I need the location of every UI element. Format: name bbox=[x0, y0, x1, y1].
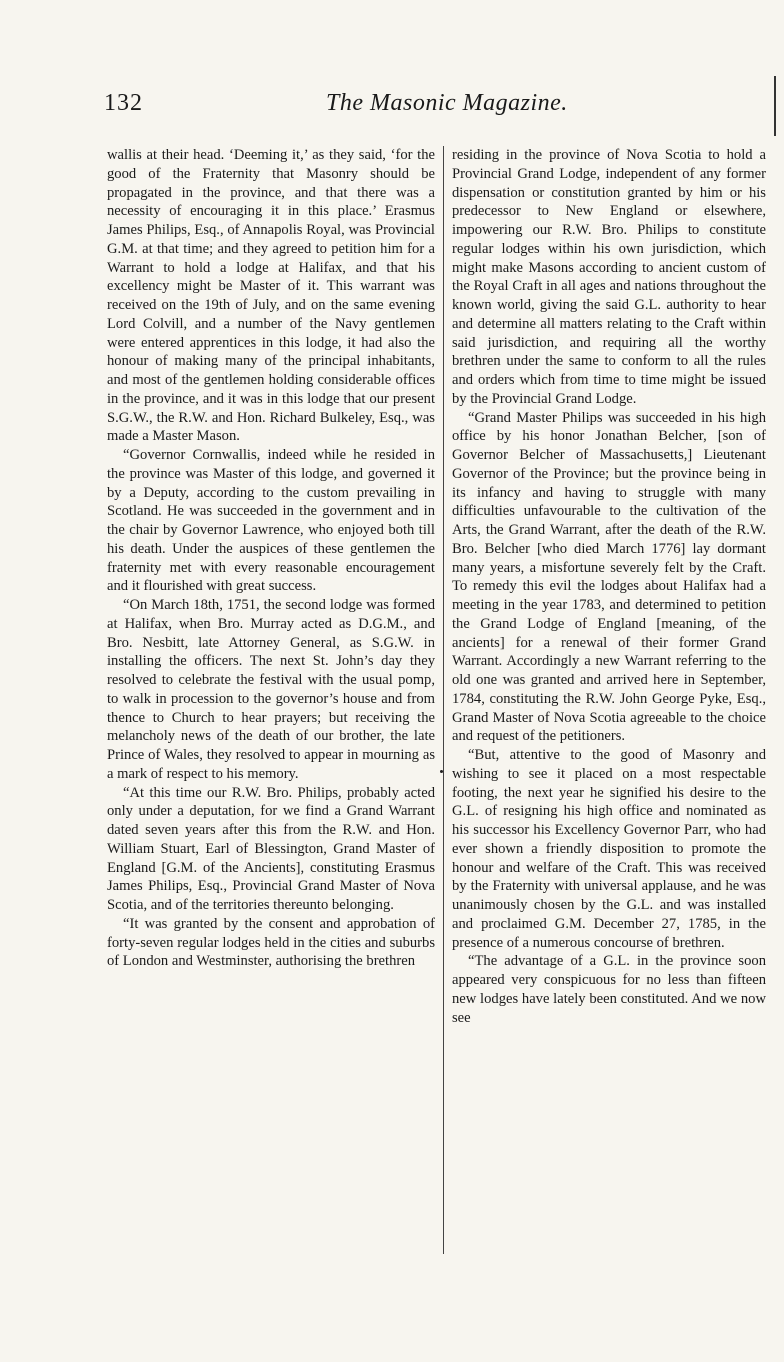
paragraph: “It was granted by the consent and approbation of forty-seven regular lodges held in the cities and suburbs of London and Westminster, authorising the brethren bbox=[107, 915, 435, 970]
column-divider bbox=[443, 146, 444, 1254]
left-column bbox=[107, 146, 435, 971]
running-title: The Masonic Magazine. bbox=[326, 90, 568, 116]
paragraph: “On March 18th, 1751, the second lodge was formed at Halifax, when Bro. Murray acted as D.G.M., and Bro. Nesbitt, late Attorney General, as S.G.W. in installing the officers. The next St. John’s day they resolved to celebrate the festival with the usual pomp, to walk in procession to the governor’s house and from thence to Church to hear prayers; but receiving the melancholy news of the death of our brother, the late Prince of Wales, they resolved to appear in mourning as a mark of respect to his memory. bbox=[107, 597, 435, 782]
paragraph: “The advantage of a G.L. in the province soon appeared very conspicuous for no less than fifteen new lodges have lately been constituted. And we now see bbox=[452, 953, 766, 1026]
paragraph: “Governor Cornwallis, indeed while he resided in the province was Master of this lodge, and governed it by a Deputy, according to the custom prevailing in Scotland. He was succeeded in the government and in the chair by Governor Lawrence, who enjoyed both till his death. Under the auspices of these gentlemen the fraternity met with every reasonable encouragement and it flourished with great success. bbox=[107, 447, 435, 595]
paragraph: “But, attentive to the good of Masonry and wishing to see it placed on a most respectable footing, the next year he signified his desire to the G.L. of resigning his high office and nominated as his successor his Excellency Governor Parr, who had ever shown a friendly disposition to promote the honour and welfare of the Craft. This was received by the Fraternity with universal applause, and he was unanimously chosen by the G.L. and was installed and proclaimed G.M. December 27, 1785, in the presence of a numerous concourse of brethren. bbox=[452, 747, 766, 951]
ink-mark bbox=[440, 770, 443, 773]
page-edge-rule bbox=[774, 76, 776, 136]
page-header bbox=[104, 88, 764, 122]
page-number: 132 bbox=[104, 90, 143, 116]
right-column bbox=[452, 146, 766, 1027]
paragraph: wallis at their head. ‘Deeming it,’ as they said, ‘for the good of the Fraternity that Masonry should be propagated in the province, and that there was a necessity of encouraging it in this place.’ Erasmus James Philips, Esq., of Annapolis Royal, was Provincial G.M. at that time; and they agreed to petition him for a Warrant to hold a lodge at Halifax, and that his excellency might be Master of it. This warrant was received on the 19th of July, and on the same evening Lord Colvill, and a number of the Navy gentlemen were entered apprentices in this lodge, it had also the honour of making many of the principal inhabitants, and most of the gentlemen holding considerable offices in the province, and it was in this lodge that our present S.G.W., the R.W. and Hon. Richard Bulkeley, Esq., was made a Master Mason. bbox=[107, 147, 435, 445]
paragraph: “Grand Master Philips was succeeded in his high office by his honor Jonathan Belcher, [son of Governor Belcher of Massachusetts,] Lieutenant Governor of the Province; but the province being in its infancy and having to struggle with many difficulties unfavourable to the cultivation of the Arts, the Grand Warrant, after the death of the R.W. Bro. Belcher [who died March 1776] lay dormant many years, a misfortune severely felt by the Craft. To remedy this evil the lodges about Halifax had a meeting in the year 1783, and determined to petition the Grand Lodge of England [meaning, of the ancients] for a renewal of their former Grand Warrant. Accordingly a new Warrant referring to the old one was granted and arrived here in September, 1784, constituting the R.W. John George Pyke, Esq., Grand Master of Nova Scotia agreeable to the choice and request of the petitioners. bbox=[452, 409, 766, 745]
paragraph: “At this time our R.W. Bro. Philips, probably acted only under a deputation, for we find a Grand Warrant dated seven years after this from the R.W. and Hon. William Stuart, Earl of Blessington, Grand Master of England [G.M. of the Ancients], constituting Erasmus James Philips, Esq., Provincial Grand Master of Nova Scotia, and of the territories thereunto belonging. bbox=[107, 784, 435, 913]
paragraph: residing in the province of Nova Scotia to hold a Provincial Grand Lodge, independent of any former dispensation or constitution granted by him or his predecessor to New England or elsewhere, impowering our R.W. Bro. Philips to constitute regular lodges within his own jurisdiction, which might make Masons according to ancient custom of the Royal Craft in all ages and nations throughout the known world, giving the said G.L. authority to hear and determine all matters relating to the Craft within said jurisdiction, and requiring all the worthy brethren under the same to conform to all the rules and orders which from time to time might be issued by the Provincial Grand Lodge. bbox=[452, 147, 766, 407]
